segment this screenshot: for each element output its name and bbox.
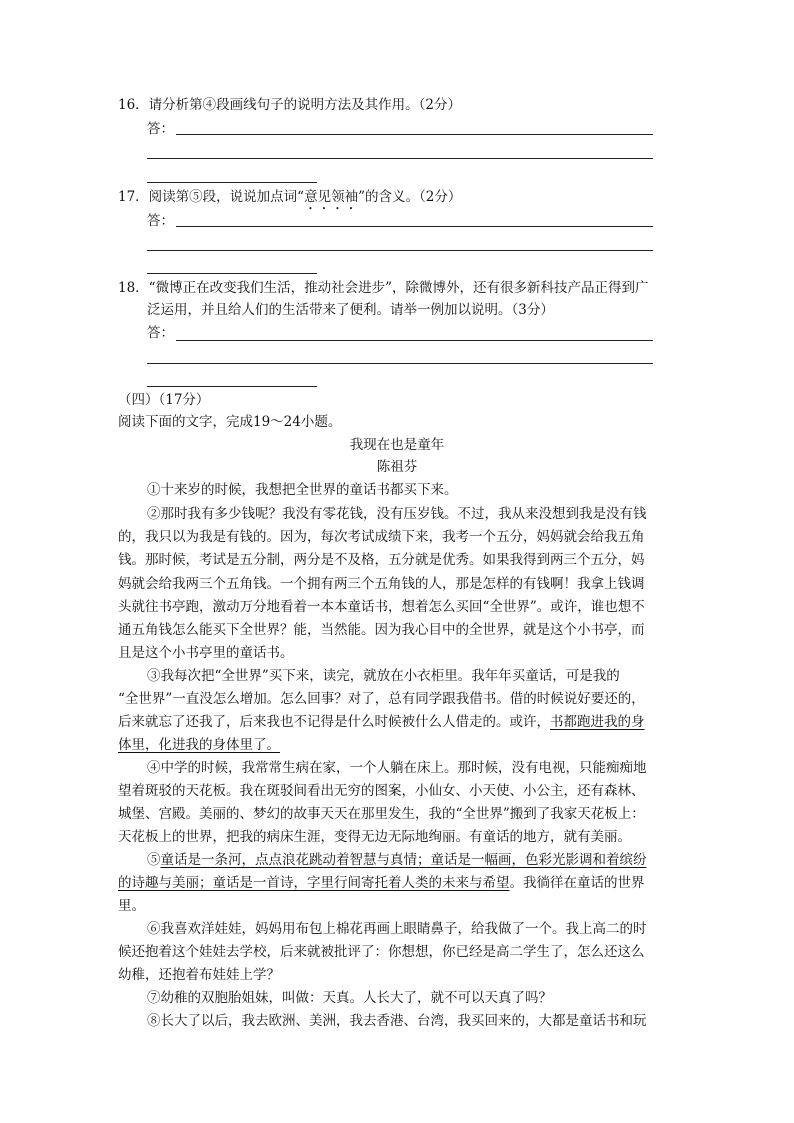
dotted-term: 意见领袖: [304, 189, 359, 205]
paragraph-3-text: 后来就忘了还我了，后来我也不记得是什么时候被什么人借走的。或许，: [118, 714, 550, 730]
answer-line-18-3[interactable]: [147, 386, 317, 387]
paragraph-2-line: 头就往书亭跑，激动万分地看着一本本童话书，想着怎么买回“全世界”。或许，谁也想不: [118, 599, 645, 615]
paragraph-2-line: ②那时我有多少钱呢？我没有零花钱，没有压岁钱。不过，我从来没想到我是没有钱: [147, 506, 647, 522]
question-17-prefix: 17．阅读第⑤段，说说加点词“: [118, 189, 305, 205]
paragraph-2-line: 通五角钱怎么能买下全世界？能，当然能。因为我心目中的全世界，就是这个小书亭，而: [118, 622, 645, 638]
underlined-sentence: 书都跑进我的身: [550, 714, 645, 730]
paragraph-6-line: ⑥我喜欢洋娃娃，妈妈用布包上棉花再画上眼睛鼻子，给我做了一个。我上高二的时: [147, 921, 647, 937]
paragraph-5-line: [147, 850, 647, 870]
section-instruction: 阅读下面的文字，完成19～24小题。: [118, 414, 342, 430]
answer-line-16-2[interactable]: [147, 158, 653, 159]
paragraph-2-line: 且是这个小书亭里的童话书。: [118, 645, 294, 661]
section-header: （四）（17分）: [118, 392, 210, 408]
question-17-suffix: ”的含义。（2分）: [358, 189, 462, 205]
paragraph-3-line: [118, 712, 645, 732]
underlined-sentence: 体里，化进我的身体里了。: [118, 737, 280, 753]
answer-line-17-2[interactable]: [147, 250, 653, 251]
paragraph-6-line: 幼稚，还抱着布娃娃上学？: [118, 967, 280, 983]
question-17: [118, 187, 461, 213]
underlined-sentence: 的诗趣与美丽；童话是一首诗，字里行间寄托着人类的未来与希望: [118, 875, 510, 891]
paragraph-3-line: ③我每次把“全世界”买下来，读完，就放在小衣柜里。我年年买童话，可是我的: [147, 668, 620, 684]
paragraph-5-text: 。我徜徉在童话的世界: [509, 875, 645, 891]
paragraph-3-line: “全世界”一直没怎么增加。怎么回事？对了，总有同学跟我借书。借的时候说好要还的，: [118, 691, 645, 707]
question-18-line1: 18．“微博正在改变我们生活，推动社会进步”，除微博外，还有很多新科技产品正得到广: [118, 280, 649, 296]
paragraph-4-line: 望着斑驳的天花板。我在斑驳间看出无穷的图案，小仙女、小天使、小公主，还有森林、: [118, 783, 645, 799]
paragraph-2-line: 妈就会给我两三个五角钱。一个拥有两三个五角钱的人，那是怎样的有钱啊！我拿上钱调: [118, 576, 645, 592]
answer-label-16: 答：: [147, 121, 174, 137]
answer-line-16-3[interactable]: [147, 182, 317, 183]
paragraph-7: ⑦幼稚的双胞胎姐妹，叫做：天真。人长大了，就不可以天真了吗？: [147, 990, 552, 1006]
answer-line-17-3[interactable]: [147, 273, 317, 274]
paragraph-6-line: 候还抱着这个娃娃去学校，后来就被批评了：你想想，你已经是高二学生了，怎么还这么: [118, 944, 645, 960]
paragraph-2-line: 钱。那时候，考试是五分制，两分是不及格，五分就是优秀。如果我得到两三个五分，妈: [118, 552, 645, 568]
answer-line-16-1[interactable]: [176, 134, 653, 135]
paragraph-8-line: ⑧长大了以后，我去欧洲、美洲，我去香港、台湾，我买回来的，大都是童话书和玩: [147, 1013, 647, 1029]
article-title: 我现在也是童年: [349, 437, 445, 453]
paragraph-5-line: [118, 873, 645, 893]
underlined-sentence: 童话是一条河，点点浪花跳动着智慧与真情；童话是一幅画，色彩光影调和着缤纷: [160, 852, 647, 868]
paragraph-4-line: 城堡、宫殿。美丽的、梦幻的故事天天在那里发生，我的“全世界”搬到了我家天花板上：: [118, 806, 645, 822]
answer-label-18: 答：: [147, 325, 174, 341]
answer-line-18-2[interactable]: [147, 363, 653, 364]
answer-line-17-1[interactable]: [176, 226, 653, 227]
paragraph-4-line: ④中学的时候，我常常生病在家，一个人躺在床上。那时候，没有电视，只能痴痴地: [147, 760, 647, 776]
paragraph-5-number: ⑤: [147, 852, 161, 868]
paragraph-1: ①十来岁的时候，我想把全世界的童话书都买下来。: [147, 482, 458, 498]
paragraph-2-line: 的，我只以为我是有钱的。因为，每次考试成绩下来，我考一个五分，妈妈就会给我五角: [118, 529, 645, 545]
question-18-line2: 泛运用，并且给人们的生活带来了便利。请举一例加以说明。（3分）: [147, 302, 554, 318]
paragraph-3-line: [118, 735, 280, 755]
answer-label-17: 答：: [147, 213, 174, 229]
paragraph-4-line: 天花板上的世界，把我的病床生涯，变得无边无际地绚丽。有童话的地方，就有美丽。: [118, 829, 631, 845]
paragraph-5-line: 里。: [118, 898, 145, 914]
article-author: 陈祖芬: [376, 459, 418, 475]
answer-line-18-1[interactable]: [176, 340, 653, 341]
question-16: 16．请分析第④段画线句子的说明方法及其作用。（2分）: [118, 97, 462, 113]
